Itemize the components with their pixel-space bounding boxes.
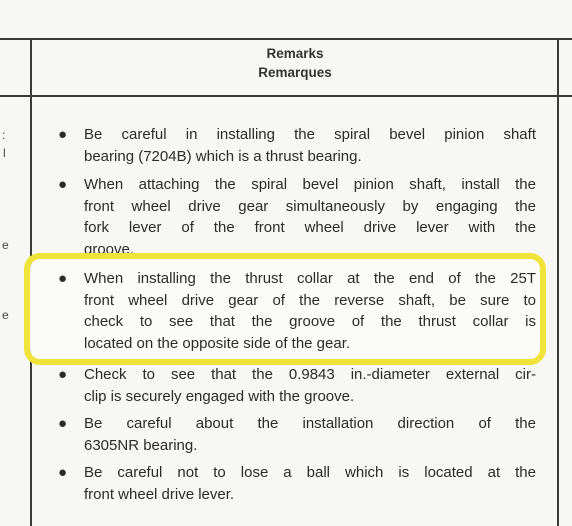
remark-line: located on the opposite side of the gear. [84, 334, 351, 352]
remark-line: groove. [84, 240, 135, 258]
remark-line: Check to see that the 0.9843 in.-diameter external cir- [84, 366, 536, 383]
bullet-icon: ● [58, 270, 68, 287]
bullet-icon: ● [58, 415, 68, 432]
remark-item [58, 124, 536, 167]
remark-line: When attaching the spiral bevel pinion shaft, install the [84, 176, 536, 193]
remark-line: Be careful about the installation direction of the [84, 415, 536, 432]
left-column-mark: l [3, 146, 6, 160]
remark-line: front wheel drive gear of the reverse shaft, be sure to [84, 291, 536, 309]
remarks-header [32, 44, 558, 82]
remark-item [58, 413, 536, 456]
remark-line: Be careful not to lose a ball which is located at the [84, 464, 536, 481]
remark-line: When installing the thrust collar at the end of the 25T [84, 270, 536, 287]
bullet-icon: ● [58, 126, 68, 143]
left-column-mark: : [2, 128, 6, 142]
remark-line: bearing (7204B) which is a thrust bearing. [84, 147, 362, 165]
bullet-icon: ● [58, 176, 68, 193]
remark-item [58, 174, 536, 260]
bullet-icon: ● [58, 464, 68, 481]
left-column-mark: e [2, 308, 9, 322]
remark-line: fork lever of the front wheel drive lever with the [84, 219, 536, 236]
header-title-en: Remarks [266, 46, 324, 61]
remark-line: Be careful in installing the spiral bevel pinion shaft [84, 126, 536, 143]
header-bottom-rule [0, 95, 572, 97]
remark-line: check to see that the groove of the thrust collar is [84, 313, 536, 330]
header-title-fr: Remarques [258, 65, 332, 80]
remark-line: front wheel drive lever. [84, 485, 235, 503]
bullet-icon: ● [58, 366, 68, 383]
right-column-divider [557, 38, 559, 526]
left-column-mark: e [2, 238, 9, 252]
remark-line: 6305NR bearing. [84, 436, 198, 454]
remark-item [58, 364, 536, 407]
remark-item-highlighted [58, 268, 536, 354]
remark-line: clip is securely engaged with the groove. [84, 387, 355, 405]
remark-item [58, 462, 536, 505]
remark-line: front wheel drive gear simultaneously by engaging the [84, 197, 536, 215]
table-top-rule [0, 38, 572, 40]
